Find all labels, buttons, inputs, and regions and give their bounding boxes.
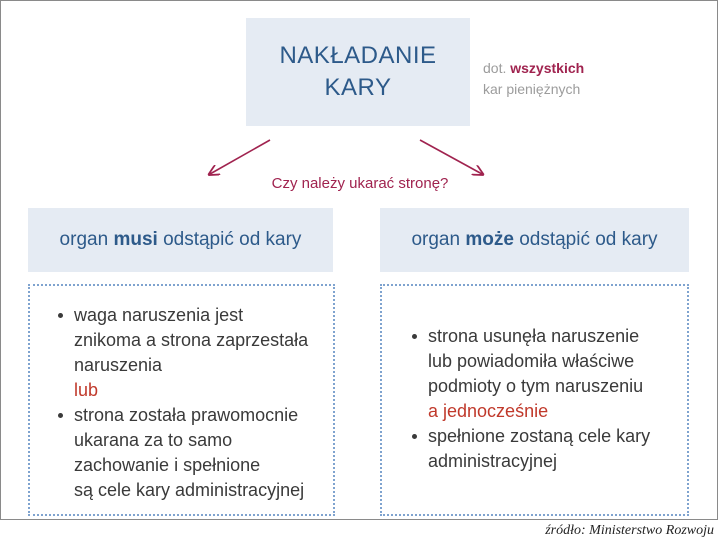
left-head-box [28,208,333,272]
side-note-emphasis: wszystkich [510,60,585,76]
left-arrow [210,140,270,174]
question-label: Czy należy ukarać stronę? [271,175,449,192]
right-connector: a jednocześnie [428,401,549,421]
side-note-prefix: dot. [483,60,507,76]
left-conditions-box [28,284,335,516]
title-line-2: KARY [324,74,392,101]
right-arrow [420,140,482,174]
right-head-box [380,208,689,272]
title-line-1: NAKŁADANIE [279,42,437,69]
right-item-2: spełnione zostaną cele kary administracyjnej [412,424,677,474]
left-item-2: strona została prawomocnie ukarana za to samo zachowanie i spełnione są cele kary administracyjnej [58,403,323,503]
right-item-1: strona usunęła naruszenie lub powiadomiła właściwe podmioty o tym naruszeniu [412,324,677,399]
side-note-line-2: kar pieniężnych [483,81,581,97]
left-connector: lub [74,380,99,400]
left-head-text: organ musi odstąpić od kary [59,229,302,250]
right-conditions-box [380,284,689,516]
title-box [246,18,470,126]
side-note [483,58,584,100]
right-head-text: organ może odstąpić od kary [411,229,658,250]
source-caption: źródło: Ministerstwo Rozwoju [545,523,714,538]
left-item-1: waga naruszenia jest znikoma a strona zaprzestała naruszenia [58,303,323,378]
